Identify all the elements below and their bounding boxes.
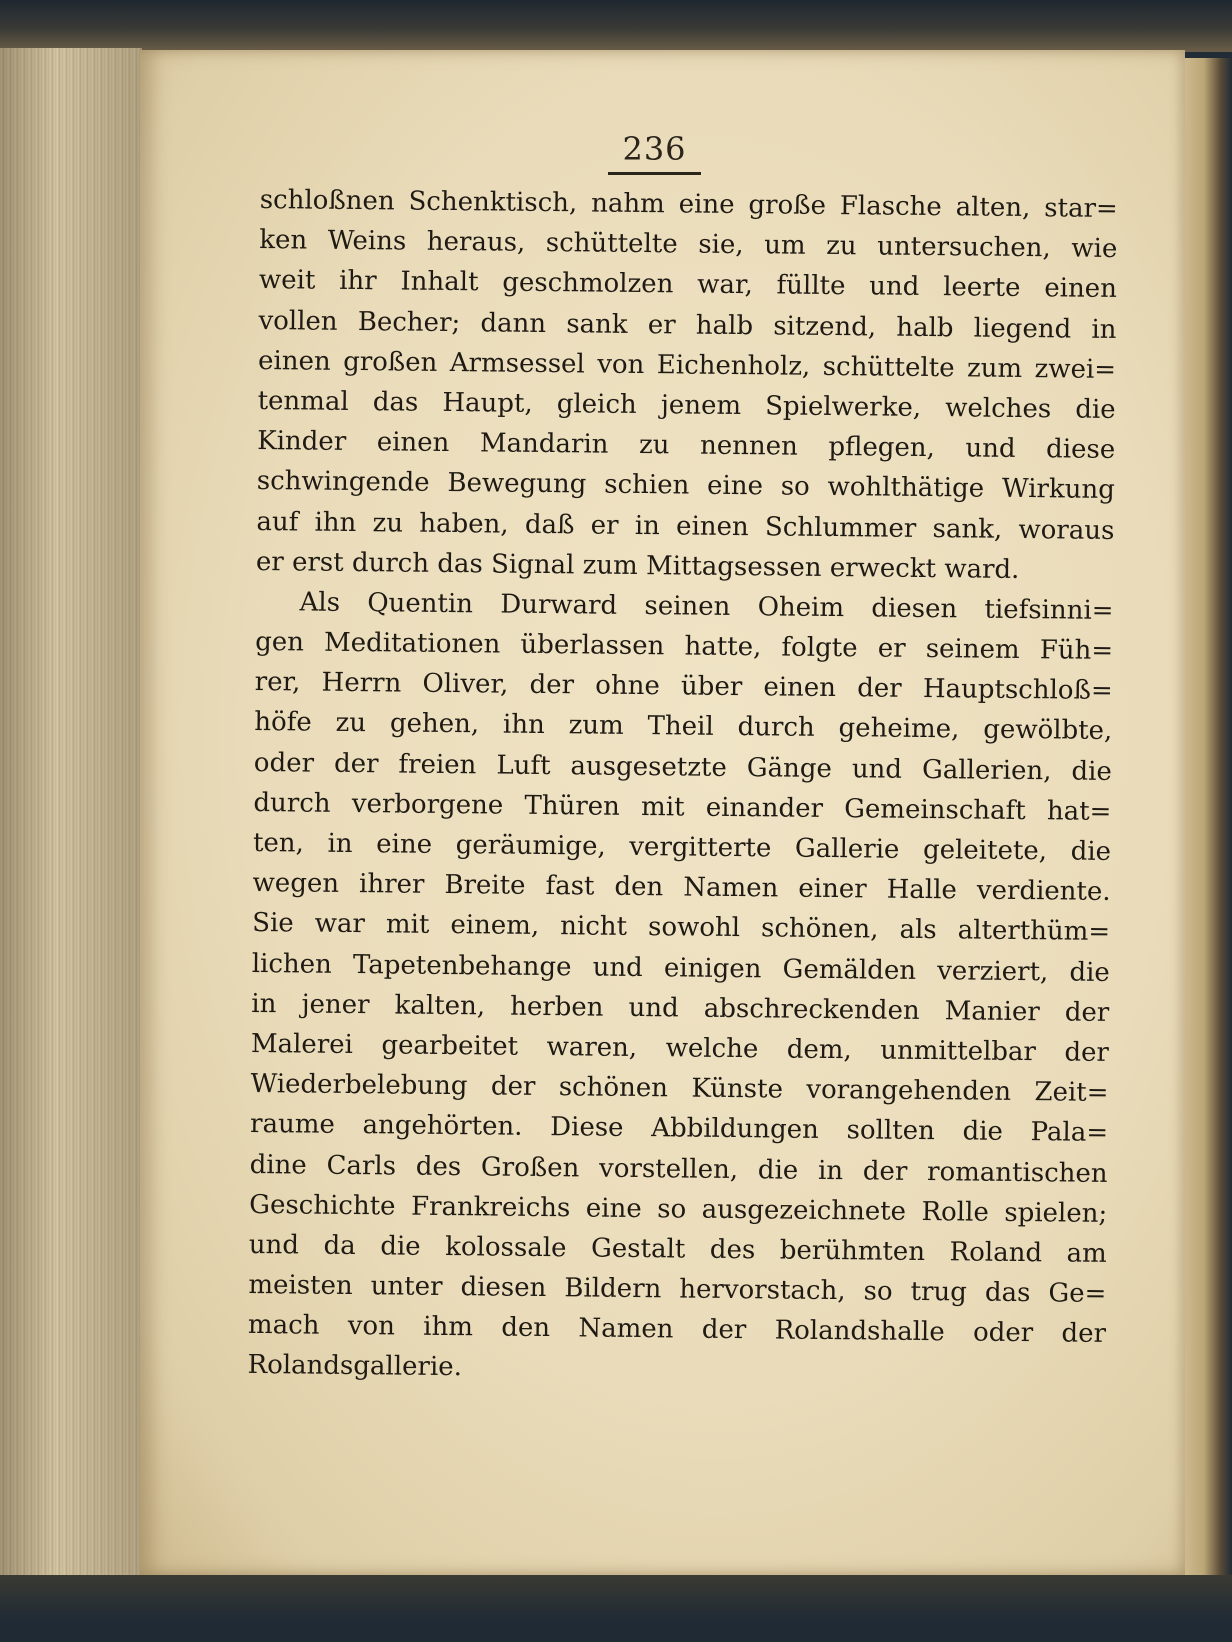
text-line: Wiederbelebung der schönen Künste vorangehenden Zeit= xyxy=(250,1069,1109,1109)
book-bottom-edge xyxy=(0,1575,1232,1642)
page-text xyxy=(247,180,1118,1395)
text-line: Als Quentin Durward seinen Oheim diesen tiefsinni= xyxy=(299,587,1114,626)
left-page-stack xyxy=(0,48,142,1578)
text-line: und da die kolossale Gestalt des berühmten Roland am xyxy=(248,1229,1107,1269)
text-line: höfe zu gehen, ihn zum Theil durch geheime, gewölbte, xyxy=(254,707,1113,747)
text-line: schwingende Bewegung schien eine so wohlthätige Wirkung xyxy=(256,466,1115,506)
text-line: gen Meditationen überlassen hatte, folgte er seinem Füh= xyxy=(255,627,1114,667)
text-line: mach von ihm den Namen der Rolandshalle oder der xyxy=(247,1310,1107,1350)
text-line: Rolandsgallerie. xyxy=(247,1350,463,1383)
text-line: durch verborgene Thüren mit einander Gemeinschaft hat= xyxy=(253,787,1112,827)
text-line: meisten unter diesen Bildern hervorstach, so trug das Ge= xyxy=(248,1270,1107,1309)
text-line: ken Weins heraus, schüttelte sie, um zu untersuchen, wie xyxy=(259,225,1118,265)
text-line: Kinder einen Mandarin zu nennen pflegen, und diese xyxy=(257,426,1116,466)
text-line: oder der freien Luft ausgesetzte Gänge und Gallerien, die xyxy=(253,747,1113,787)
text-line: vollen Becher; dann sank er halb sitzend, halb liegend in xyxy=(258,305,1117,345)
text-line: weit ihr Inhalt geschmolzen war, füllte und leerte einen xyxy=(258,265,1118,305)
book-top-edge xyxy=(0,0,1232,52)
text-line: auf ihn zu haben, daß er in einen Schlummer sank, woraus xyxy=(256,506,1115,546)
text-line: ten, in eine geräumige, vergitterte Gallerie geleitete, die xyxy=(252,827,1112,867)
text-line: tenmal das Haupt, gleich jenem Spielwerke, welches die xyxy=(257,385,1116,425)
text-line: dine Carls des Großen vorstellen, die in der romantischen xyxy=(249,1149,1108,1189)
page-number: 236 xyxy=(140,130,1185,175)
text-line: in jener kalten, herben und abschreckenden Manier der xyxy=(251,988,1110,1028)
text-line: einen großen Armsessel von Eichenholz, schüttelte zum zwei= xyxy=(257,345,1117,385)
text-line: lichen Tapetenbehange und einigen Gemälden verziert, die xyxy=(251,948,1110,988)
book-page xyxy=(140,50,1185,1575)
text-line: er erst durch das Signal zum Mittagsessen erweckt ward. xyxy=(255,546,1020,585)
text-line: Sie war mit einem, nicht sowohl schönen, als alterthüm= xyxy=(252,908,1111,948)
text-line: raume angehörten. Diese Abbildungen sollten die Pala= xyxy=(249,1109,1109,1149)
text-line: rer, Herrn Oliver, der ohne über einen der Hauptschloß= xyxy=(254,667,1113,707)
text-line: wegen ihrer Breite fast den Namen einer Halle verdiente. xyxy=(252,868,1111,908)
right-page-edge xyxy=(1185,58,1232,1578)
text-line: schloßnen Schenktisch, nahm eine große Flasche alten, star= xyxy=(259,184,1118,224)
text-line: Malerei gearbeitet waren, welche dem, unmittelbar der xyxy=(250,1028,1110,1068)
text-line: Geschichte Frankreichs eine so ausgezeichnete Rolle spielen; xyxy=(249,1189,1108,1229)
